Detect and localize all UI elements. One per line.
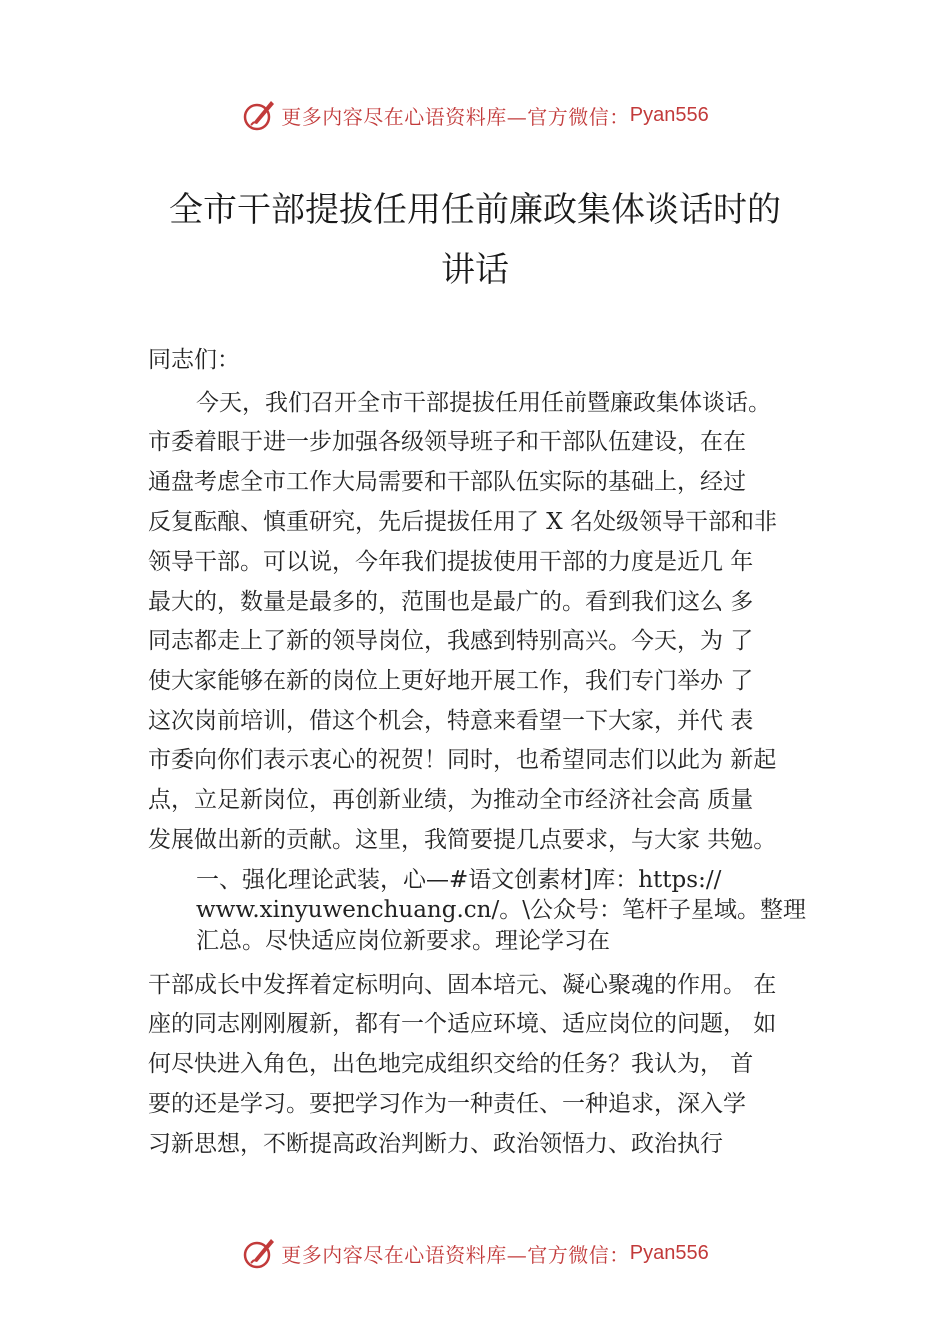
paragraph-1-line: 今天，我们召开全市干部提拔任用任前暨廉政集体谈话。 bbox=[196, 390, 771, 416]
paragraph-1-line: 反复酝酿、慎重研究，先后提拔任用了 X 名处级领导干部和非 bbox=[148, 509, 777, 535]
paragraph-2-line: 干部成长中发挥着定标明向、固本培元、凝心聚魂的作用。 在 bbox=[148, 972, 777, 998]
section-1-heading-line: www.xinyuwenchuang.cn/。\公众号：笔杆子星域。整理 bbox=[196, 897, 806, 923]
quill-pen-logo-icon bbox=[241, 1235, 277, 1271]
paragraph-1-line: 使大家能够在新的岗位上更好地开展工作，我们专门举办 了 bbox=[148, 668, 754, 694]
section-1-heading-line: 汇总。尽快适应岗位新要求。理论学习在 bbox=[196, 928, 610, 954]
paragraph-2-line: 要的还是学习。要把学习作为一种责任、一种追求，深入学 bbox=[148, 1091, 746, 1117]
quill-pen-logo-icon bbox=[241, 97, 277, 133]
paragraph-1-line: 市委向你们表示衷心的祝贺！同时，也希望同志们以此为 新起 bbox=[148, 747, 777, 773]
banner-wechat-id: Pyan556 bbox=[629, 1241, 709, 1264]
paragraph-1-line: 点，立足新岗位，再创新业绩，为推动全市经济社会高 质量 bbox=[148, 787, 754, 813]
document-title-line-1: 全市干部提拔任用任前廉政集体谈话时的 bbox=[169, 190, 781, 230]
section-1-heading-line: 一、强化理论武装，心—#语文创素材]库：https:// bbox=[196, 867, 722, 893]
salutation: 同志们： bbox=[148, 347, 240, 373]
paragraph-2-line: 习新思想，不断提高政治判断力、政治领悟力、政治执行 bbox=[148, 1131, 723, 1157]
paragraph-1-line: 发展做出新的贡献。这里，我简要提几点要求，与大家 共勉。 bbox=[148, 827, 777, 853]
banner-text: 更多内容尽在心语资料库—官方微信： bbox=[281, 1242, 630, 1267]
paragraph-1-line: 这次岗前培训，借这个机会，特意来看望一下大家，并代 表 bbox=[148, 708, 754, 734]
footer-banner bbox=[0, 1233, 950, 1273]
banner-text: 更多内容尽在心语资料库—官方微信： bbox=[281, 104, 630, 129]
paragraph-2-line: 何尽快进入角色，出色地完成组织交给的任务？我认为， 首 bbox=[148, 1051, 754, 1077]
paragraph-1-line: 市委着眼于进一步加强各级领导班子和干部队伍建设，在在 bbox=[148, 429, 746, 455]
paragraph-1-line: 同志都走上了新的领导岗位，我感到特别高兴。今天，为 了 bbox=[148, 628, 754, 654]
paragraph-1-line: 最大的，数量是最多的，范围也是最广的。看到我们这么 多 bbox=[148, 589, 754, 615]
document-title-line-2: 讲话 bbox=[441, 250, 509, 290]
header-banner bbox=[0, 95, 950, 135]
paragraph-1-line: 通盘考虑全市工作大局需要和干部队伍实际的基础上，经过 bbox=[148, 469, 746, 495]
paragraph-2-line: 座的同志刚刚履新，都有一个适应环境、适应岗位的问题， 如 bbox=[148, 1011, 777, 1037]
paragraph-1-line: 领导干部。可以说，今年我们提拔使用干部的力度是近几 年 bbox=[148, 549, 754, 575]
banner-wechat-id: Pyan556 bbox=[629, 103, 709, 126]
